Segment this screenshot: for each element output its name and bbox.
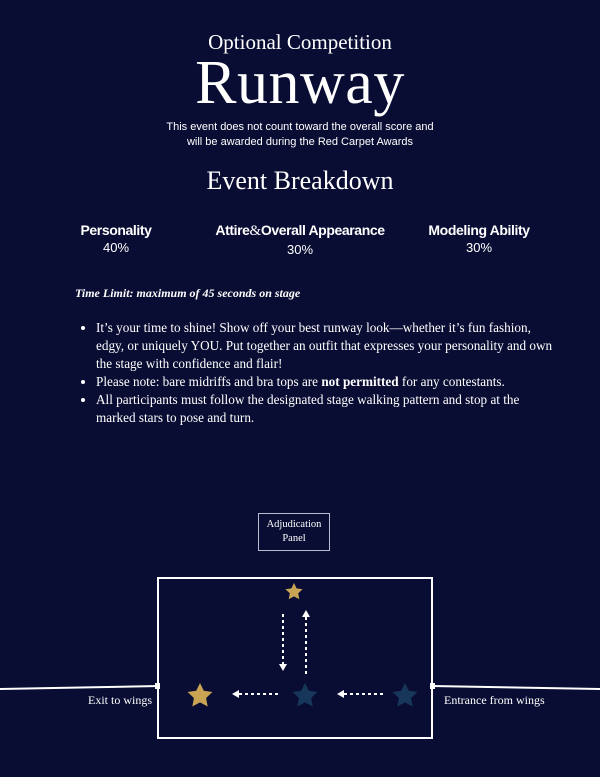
- blue-star-center: [293, 683, 318, 707]
- stage-right-notch: [430, 683, 435, 689]
- breakdown-label: Personality: [80, 222, 152, 238]
- gold-star-top: [285, 583, 302, 599]
- ampersand: &: [249, 223, 261, 239]
- breakdown-modeling: [423, 222, 535, 255]
- breakdown-label: Modeling Ability: [428, 222, 530, 238]
- arrow-left-icon: [337, 690, 344, 698]
- section-title-breakdown: Event Breakdown: [206, 166, 394, 195]
- exit-path-line: [0, 686, 159, 689]
- breakdown-label-part1: Attire: [215, 222, 250, 238]
- rule-item: • It’s your time to shine! Show off your best runway look—whether it’s fun fashion, edgy, or uniquely YOU. Put together an outfit that expresses your personality and own the stage with confidence and flair!: [96, 319, 556, 373]
- entrance-path-line: [432, 686, 600, 689]
- stage-outline: [158, 578, 432, 738]
- arrow-left-icon: [232, 690, 239, 698]
- rule-item: • All participants must follow the designated stage walking pattern and stop at the marked stars to pose and turn.: [96, 391, 556, 427]
- exit-label: Exit to wings: [88, 693, 153, 707]
- breakdown-label-part2: Overall Appearance: [260, 222, 385, 238]
- breakdown-attire: [206, 222, 394, 257]
- rule-text: Please note: bare midriffs and bra tops are: [96, 374, 322, 389]
- breakdown-personality: [78, 222, 154, 255]
- rules-list: [78, 319, 556, 427]
- arrow-down-icon: [279, 664, 287, 671]
- subtitle-line-2: will be awarded during the Red Carpet Awards: [186, 136, 414, 148]
- gold-star-bottom-left: [188, 683, 213, 707]
- adjudication-panel: [258, 513, 330, 551]
- blue-star-right: [393, 683, 418, 707]
- rule-text: for any contestants.: [398, 374, 505, 389]
- panel-label-line-1: Adjudication: [266, 519, 322, 530]
- rule-emphasis: not permitted: [321, 374, 399, 389]
- stage-left-notch: [155, 683, 160, 689]
- stage-diagram: [0, 570, 600, 777]
- rule-item: [96, 373, 556, 391]
- entrance-label: Entrance from wings: [444, 693, 545, 707]
- panel-label-line-2: Panel: [282, 533, 306, 544]
- header: [0, 30, 600, 150]
- breakdown-percent: 30%: [286, 242, 314, 257]
- breakdown-label: [206, 222, 394, 240]
- time-limit: Time Limit: maximum of 45 seconds on stage: [75, 286, 301, 300]
- breakdown-percent: 30%: [465, 240, 493, 255]
- breakdown-percent: 40%: [102, 240, 130, 255]
- event-title: Runway: [195, 49, 405, 117]
- event-subtitle: [0, 120, 600, 150]
- event-kicker: Optional Competition: [208, 30, 392, 54]
- arrow-up-icon: [302, 610, 310, 617]
- subtitle-line-1: This event does not count toward the overall score and: [166, 121, 434, 133]
